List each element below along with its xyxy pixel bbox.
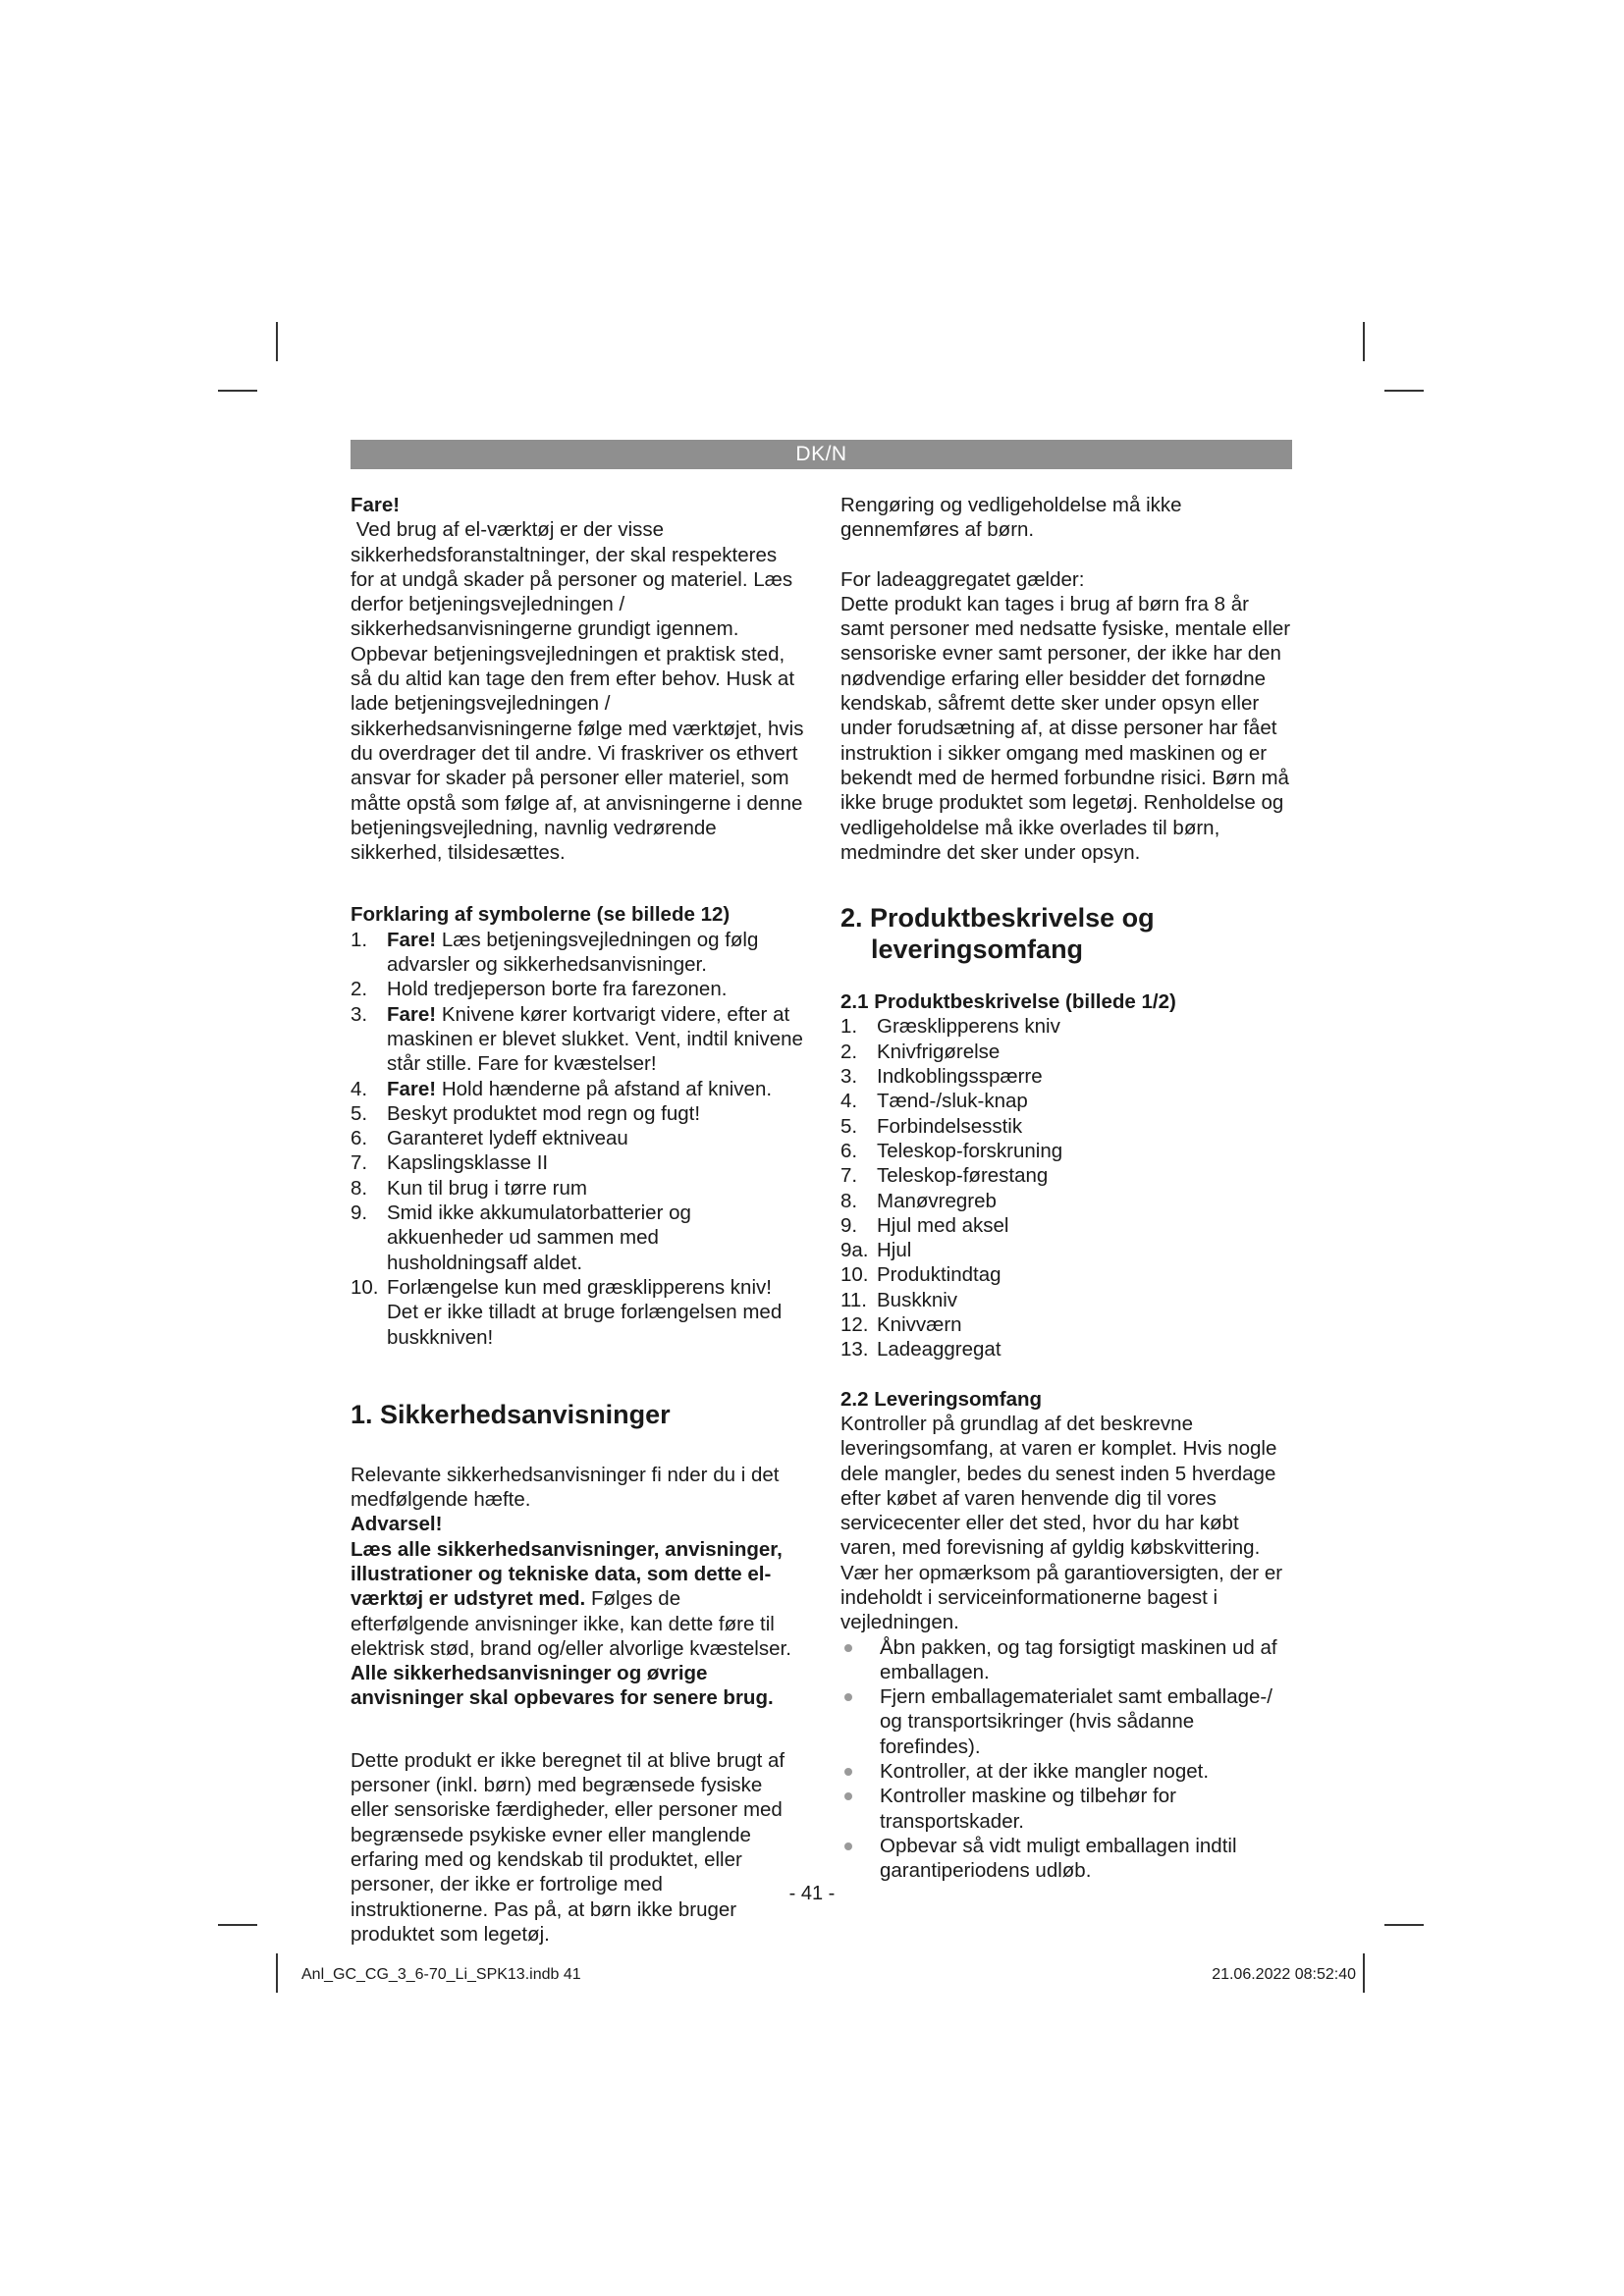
list-item: Fjern emballagematerialet samt emballage-/ og transportsikringer (hvis sådanne forefindes). (840, 1684, 1294, 1759)
parts-list (840, 1014, 1294, 1362)
footer-timestamp: 21.06.2022 08:52:40 (1212, 1966, 1356, 1983)
list-item: 10. Produktindtag (840, 1263, 1001, 1287)
warning-heading: Advarsel! (351, 1513, 443, 1536)
bullet-icon (844, 1842, 852, 1850)
warning-paragraph: Læs alle sikkerhedsanvisninger, anvisninger, illustrationer og tekniske data, som dette el-værktøj er udstyret med. Følges de efterfølgende anvisninger ikke, kan dette føre til elektrisk stød, brand og/eller alvorlige kvæstelser. (351, 1537, 791, 1660)
list-item: 9. Hjul med aksel (840, 1213, 1009, 1237)
bullet-icon (844, 1693, 852, 1701)
bullet-icon (844, 1792, 852, 1800)
list-item: 10. Forlængelse kun med græsklipperens kniv! Det er ikke tilladt at bruge forlængelsen med buskkniven! (351, 1275, 783, 1349)
crop-mark (1384, 1924, 1424, 1926)
list-item: Opbevar så vidt muligt emballagen indtil garantiperiodens udløb. (840, 1834, 1294, 1884)
fare-paragraph: Ved brug af el-værktøj er der visse sikkerhedsforanstaltninger, der skal respekteres for at undgå skader på personer og materiel. Læs derfor betjeningsvejledningen / sikkerhedsanvisningerne grundigt igennem. Opbevar betjeningsvejledningen et praktisk sted, så du altid kan tage den frem efter behov. Husk at lade betjeningsvejledningen / sikkerhedsanvisningerne følge med værktøjet, hvis du overdrager det til andre. Vi fraskriver os ethvert ansvar for skader på personer eller materiel, som måtte opstå som følge af, at anvisningerne i denne betjeningsvejledning, navnlig vedrørende sikkerhed, tilsidesættes. (351, 518, 810, 865)
list-item: 3. Indkoblingsspærre (840, 1065, 1043, 1089)
footer-filename: Anl_GC_CG_3_6-70_Li_SPK13.indb 41 (301, 1966, 581, 1983)
crop-mark (218, 1924, 257, 1926)
list-item: 5. Beskyt produktet mod regn og fugt! (351, 1101, 701, 1125)
crop-mark (276, 322, 278, 361)
list-item: 11. Buskkniv (840, 1288, 958, 1311)
list-item: Kontroller, at der ikke mangler noget. (840, 1759, 1294, 1784)
symbols-list (351, 928, 804, 1350)
section-1-intro: Relevante sikkerhedsanvisninger fi nder du i det medfølgende hæfte. (351, 1463, 780, 1512)
persons-paragraph: Dette produkt er ikke beregnet til at blive brugt af personer (inkl. børn) med begrænsede fysiske eller sensoriske færdigheder, eller personer med begrænsede psykiske evner eller manglende erfaring med og kendskab til produktet, eller personer, der ikke er fortrolige med instruktionerne. Pas på, at børn ikke bruger produktet som legetøj. (351, 1748, 785, 1946)
fare-heading: Fare! (351, 494, 401, 516)
crop-mark (218, 390, 257, 392)
list-item: 1. Fare! Læs betjeningsvejledningen og følg advarsler og sikkerhedsanvisninger. (351, 928, 759, 977)
list-item: 6. Teleskop-forskruning (840, 1139, 1063, 1162)
page-number: - 41 - (788, 1883, 836, 1904)
crop-mark (1363, 1953, 1365, 1993)
list-item: 8. Kun til brug i tørre rum (351, 1176, 587, 1200)
section-2-2-heading: 2.2 Leveringsomfang (840, 1387, 1043, 1411)
bullet-icon (844, 1768, 852, 1776)
charger-paragraph: Dette produkt kan tages i brug af børn fra 8 år samt personer med nedsatte fysiske, mentale eller sensoriske evner samt personer, der ikke har den nødvendige erfaring eller besidder det fornødne kendskab, såfremt dette sker under opsyn eller under forudsætning af, at disse personer har fået instruktion i sikker omgang med maskinen og er bekendt med de hermed forbundne risici. Børn må ikke bruge produktet som legetøj. Renholdelse og vedligeholdelse må ikke overlades til børn, medmindre det sker under opsyn. (840, 592, 1291, 864)
crop-mark (276, 1953, 278, 1993)
crop-mark (1363, 322, 1365, 361)
list-item: 13. Ladeaggregat (840, 1338, 1001, 1362)
section-2-title: 2. Produktbeskrivelse og leveringsomfang (840, 903, 1155, 965)
charger-heading: For ladeaggregatet gælder: (840, 567, 1085, 591)
list-item: 8. Manøvregreb (840, 1189, 997, 1212)
cleaning-paragraph: Rengøring og vedligeholdelse må ikke gennemføres af børn. (840, 494, 1182, 542)
keep-instructions-text: Alle sikkerhedsanvisninger og øvrige anvisninger skal opbevares for senere brug. (351, 1662, 774, 1710)
list-item: 12. Knivværn (840, 1313, 962, 1337)
left-column (351, 493, 810, 1947)
list-item: 7. Teleskop-førestang (840, 1164, 1049, 1188)
section-1-title: 1. Sikkerhedsanvisninger (351, 1399, 671, 1429)
list-item: 9. Smid ikke akkumulatorbatterier og akkuenheder ud sammen med husholdningsaff aldet. (351, 1201, 691, 1274)
section-2-1-heading: 2.1 Produktbeskrivelse (billede 1/2) (840, 990, 1176, 1014)
list-item: Åbn pakken, og tag forsigtigt maskinen ud af emballagen. (840, 1635, 1294, 1685)
list-item: 3. Fare! Knivene kører kortvarigt videre, efter at maskinen er blevet slukket. Vent, indtil knivene står stille. Fare for kvæstelser! (351, 1002, 803, 1076)
list-item: 1. Græsklipperens kniv (840, 1015, 1060, 1039)
list-item: Kontroller maskine og tilbehør for transportskader. (840, 1784, 1294, 1834)
list-item: 9a. Hjul (840, 1239, 912, 1262)
bullet-icon (844, 1644, 852, 1652)
unpacking-list (840, 1635, 1294, 1884)
list-item: 2. Knivfrigørelse (840, 1040, 1001, 1063)
list-item: 4. Fare! Hold hænderne på afstand af kniven. (351, 1077, 773, 1100)
right-column (840, 493, 1294, 1884)
list-item: 2. Hold tredjeperson borte fra farezonen. (351, 978, 728, 1001)
list-item: 4. Tænd-/sluk-knap (840, 1090, 1028, 1113)
symbols-heading: Forklaring af symbolerne (se billede 12) (351, 903, 731, 927)
section-2-2-paragraph: Kontroller på grundlag af det beskrevne leveringsomfang, at varen er komplet. Hvis nogle dele mangler, bedes du senest inden 5 hverdage efter købet af varen henvende dig til vores servicecenter eller det sted, hvor du har købt varen, med forevisning af gyldig købskvittering. Vær her opmærksom på garantioversigten, der er indeholdt i serviceinformationerne bagest i vejledningen. (840, 1412, 1283, 1634)
crop-mark (1384, 390, 1424, 392)
list-item: 5. Forbindelsesstik (840, 1114, 1023, 1138)
list-item: 7. Kapslingsklasse II (351, 1151, 549, 1175)
list-item: 6. Garanteret lydeff ektniveau (351, 1127, 628, 1150)
language-header: DK/N (351, 440, 1292, 469)
